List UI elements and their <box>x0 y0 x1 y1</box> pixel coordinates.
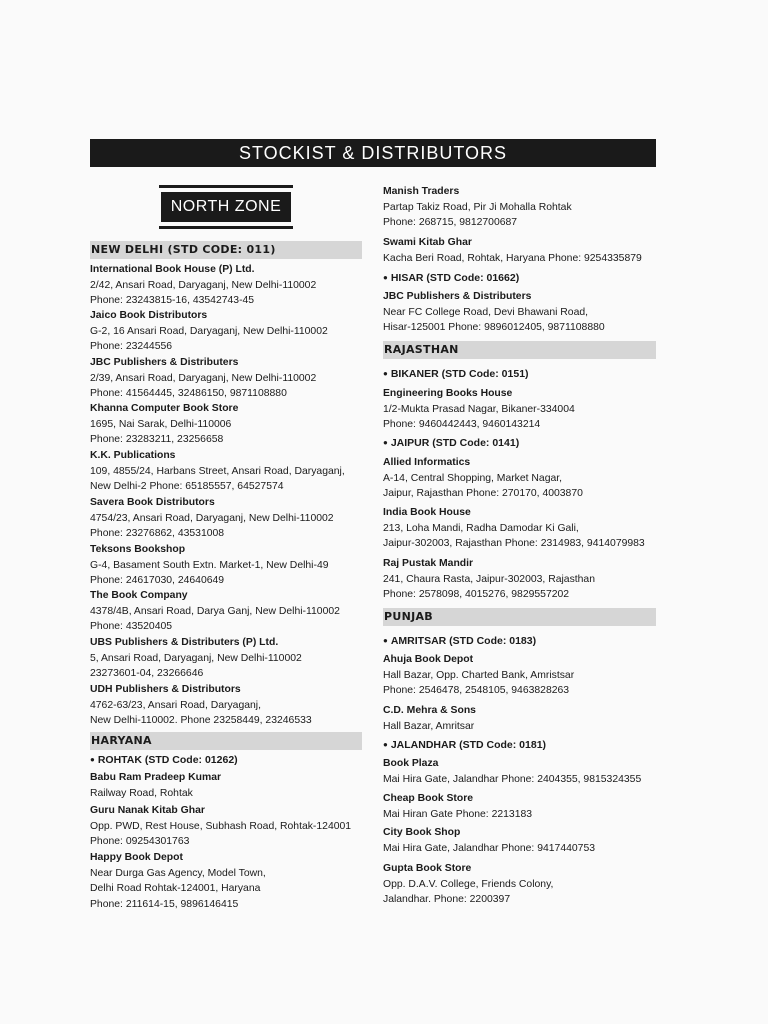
entry-line: 23273601-04, 23266646 <box>90 668 204 679</box>
entry-line: Phone: 2546478, 2548105, 9463828263 <box>383 685 570 696</box>
entry-line: Phone: 9460442443, 9460143214 <box>383 419 541 430</box>
entry-name: JBC Publishers & Distributers <box>90 357 239 368</box>
entry-name: UDH Publishers & Distributors <box>90 684 241 695</box>
entry-line: Phone: 41564445, 32486150, 9871108880 <box>90 388 287 399</box>
entry-name: Book Plaza <box>383 758 439 769</box>
entry-line: 4762-63/23, Ansari Road, Daryaganj, <box>90 699 261 711</box>
entry-line: Phone: 23243815-16, 43542743-45 <box>90 295 255 306</box>
entry-name: K.K. Publications <box>90 450 176 461</box>
entry-name: Savera Book Distributors <box>90 497 215 508</box>
list-item <box>90 401 238 448</box>
entry-line: Mai Hira Gate, Jalandhar Phone: 9417440753 <box>383 842 595 854</box>
entry-name: UBS Publishers & Distributers (P) Ltd. <box>90 637 279 648</box>
list-item <box>383 791 532 822</box>
entry-name: Gupta Book Store <box>383 863 472 874</box>
entry-name: Raj Pustak Mandir <box>383 558 474 569</box>
entry-line: New Delhi-2 Phone: 65185557, 64527574 <box>90 481 284 492</box>
entry-line: 5, Ansari Road, Daryaganj, New Delhi-110002 <box>90 652 302 664</box>
entry-line: G-4, Basament South Extn. Market-1, New Delhi-49 <box>90 559 329 571</box>
entry-line: Partap Takiz Road, Pir Ji Mohalla Rohtak <box>383 201 572 213</box>
entry-line: 1/2-Mukta Prasad Nagar, Bikaner-334004 <box>383 403 575 415</box>
entry-name: Manish Traders <box>383 186 460 197</box>
list-item <box>90 770 221 801</box>
list-item <box>90 448 345 495</box>
entry-name: Engineering Books House <box>383 388 513 399</box>
list-item <box>383 505 645 552</box>
list-item <box>383 235 642 266</box>
entry-line: New Delhi-110002. Phone 23258449, 23246533 <box>90 715 312 726</box>
subsection-jaipur: ● JAIPUR (STD Code: 0141) <box>383 437 519 450</box>
entry-line: 4378/4B, Ansari Road, Darya Ganj, New Delhi-110002 <box>90 605 340 617</box>
list-item <box>90 542 329 589</box>
entry-line: Phone: 211614-15, 9896146415 <box>90 898 239 910</box>
entry-name: International Book House (P) Ltd. <box>90 264 255 275</box>
entry-name: India Book House <box>383 507 471 518</box>
entry-name: Allied Informatics <box>383 457 471 468</box>
zone-label: NORTH ZONE <box>161 192 291 222</box>
entry-line: A-14, Central Shopping, Market Nagar, <box>383 472 563 484</box>
section-header-rajasthan: RAJASTHAN <box>383 341 656 359</box>
entry-line: 241, Chaura Rasta, Jaipur-302003, Rajasthan <box>383 573 595 585</box>
list-item <box>90 262 316 309</box>
entry-line: G-2, 16 Ansari Road, Daryaganj, New Delhi-110002 <box>90 325 328 337</box>
entry-line: Opp. D.A.V. College, Friends Colony, <box>383 878 554 890</box>
entry-line: Hisar-125001 Phone: 9896012405, 9871108880 <box>383 322 605 333</box>
entry-line: Kacha Beri Road, Rohtak, Haryana Phone: 9254335879 <box>383 252 642 264</box>
section-header-new-delhi: NEW DELHI (STD CODE: 011) <box>90 241 362 259</box>
entry-line: Near FC College Road, Devi Bhawani Road, <box>383 306 589 318</box>
entry-name: The Book Company <box>90 590 188 601</box>
entry-line: Opp. PWD, Rest House, Subhash Road, Rohtak-124001 <box>90 820 352 832</box>
entry-line: 1695, Nai Sarak, Delhi-110006 <box>90 418 232 430</box>
entry-name: City Book Shop <box>383 827 461 838</box>
entry-line: Phone: 24617030, 24640649 <box>90 575 225 586</box>
entry-line: Mai Hira Gate, Jalandhar Phone: 2404355, 9815324355 <box>383 773 642 785</box>
list-item <box>90 682 312 729</box>
entry-line: 109, 4855/24, Harbans Street, Ansari Road, Daryaganj, <box>90 465 345 477</box>
subsection-amritsar: ● AMRITSAR (STD Code: 0183) <box>383 635 536 648</box>
entry-line: Phone: 43520405 <box>90 621 173 632</box>
entry-line: Delhi Road Rohtak-124001, Haryana <box>90 883 261 894</box>
list-item <box>383 652 574 699</box>
entry-line: Phone: 268715, 9812700687 <box>383 217 518 228</box>
subsection-hisar: ● HISAR (STD Code: 01662) <box>383 272 519 285</box>
section-header-punjab: PUNJAB <box>383 608 656 626</box>
list-item <box>383 184 572 231</box>
list-item <box>383 556 595 603</box>
entry-line: 4754/23, Ansari Road, Daryaganj, New Delhi-110002 <box>90 512 334 524</box>
entry-name: Guru Nanak Kitab Ghar <box>90 805 205 816</box>
entry-name: Teksons Bookshop <box>90 544 186 555</box>
zone-banner <box>159 185 293 229</box>
entry-line: Phone: 2578098, 4015276, 9829557202 <box>383 589 570 600</box>
entry-name: Khanna Computer Book Store <box>90 403 239 414</box>
list-item <box>383 386 575 433</box>
page-title: STOCKIST & DISTRIBUTORS <box>90 139 656 167</box>
entry-name: Jaico Book Distributors <box>90 310 208 321</box>
entry-line: Hall Bazar, Amritsar <box>383 720 475 732</box>
entry-name: JBC Publishers & Distributers <box>383 291 532 302</box>
entry-line: 213, Loha Mandi, Radha Damodar Ki Gali, <box>383 522 579 534</box>
entry-line: Phone: 23276862, 43531008 <box>90 528 225 539</box>
entry-line: Near Durga Gas Agency, Model Town, <box>90 867 266 879</box>
entry-line: 2/42, Ansari Road, Daryaganj, New Delhi-110002 <box>90 279 317 291</box>
entry-name: Swami Kitab Ghar <box>383 237 472 248</box>
entry-line: Mai Hiran Gate Phone: 2213183 <box>383 808 533 820</box>
list-item <box>383 825 595 856</box>
list-item <box>383 756 641 787</box>
entry-line: Jaipur, Rajasthan Phone: 270170, 4003870 <box>383 488 583 499</box>
entry-name: Cheap Book Store <box>383 793 474 804</box>
list-item <box>90 495 334 542</box>
subsection-jalandhar: ● JALANDHAR (STD Code: 0181) <box>383 739 546 752</box>
subsection-rohtak: ● ROHTAK (STD Code: 01262) <box>90 754 238 767</box>
list-item <box>90 850 266 912</box>
entry-line: 2/39, Ansari Road, Daryaganj, New Delhi-110002 <box>90 372 317 384</box>
list-item <box>90 355 316 402</box>
entry-name: Babu Ram Pradeep Kumar <box>90 772 222 783</box>
list-item <box>383 703 476 734</box>
entry-name: C.D. Mehra & Sons <box>383 705 476 716</box>
entry-line: Phone: 09254301763 <box>90 836 190 847</box>
entry-line: Railway Road, Rohtak <box>90 787 193 799</box>
entry-line: Phone: 23244556 <box>90 341 173 352</box>
entry-line: Jalandhar. Phone: 2200397 <box>383 894 511 905</box>
entry-line: Hall Bazar, Opp. Charted Bank, Amristsar <box>383 669 575 681</box>
list-item <box>90 588 340 635</box>
section-header-haryana: HARYANA <box>90 732 362 750</box>
list-item <box>90 308 328 355</box>
list-item <box>383 289 605 336</box>
entry-name: Ahuja Book Depot <box>383 654 474 665</box>
list-item <box>90 803 351 850</box>
list-item <box>383 455 583 502</box>
entry-line: Jaipur-302003, Rajasthan Phone: 2314983, 9414079983 <box>383 538 645 549</box>
subsection-bikaner: ● BIKANER (STD Code: 0151) <box>383 368 529 381</box>
list-item <box>90 635 302 682</box>
list-item <box>383 861 553 908</box>
entry-name: Happy Book Depot <box>90 852 183 863</box>
entry-line: Phone: 23283211, 23256658 <box>90 434 224 445</box>
